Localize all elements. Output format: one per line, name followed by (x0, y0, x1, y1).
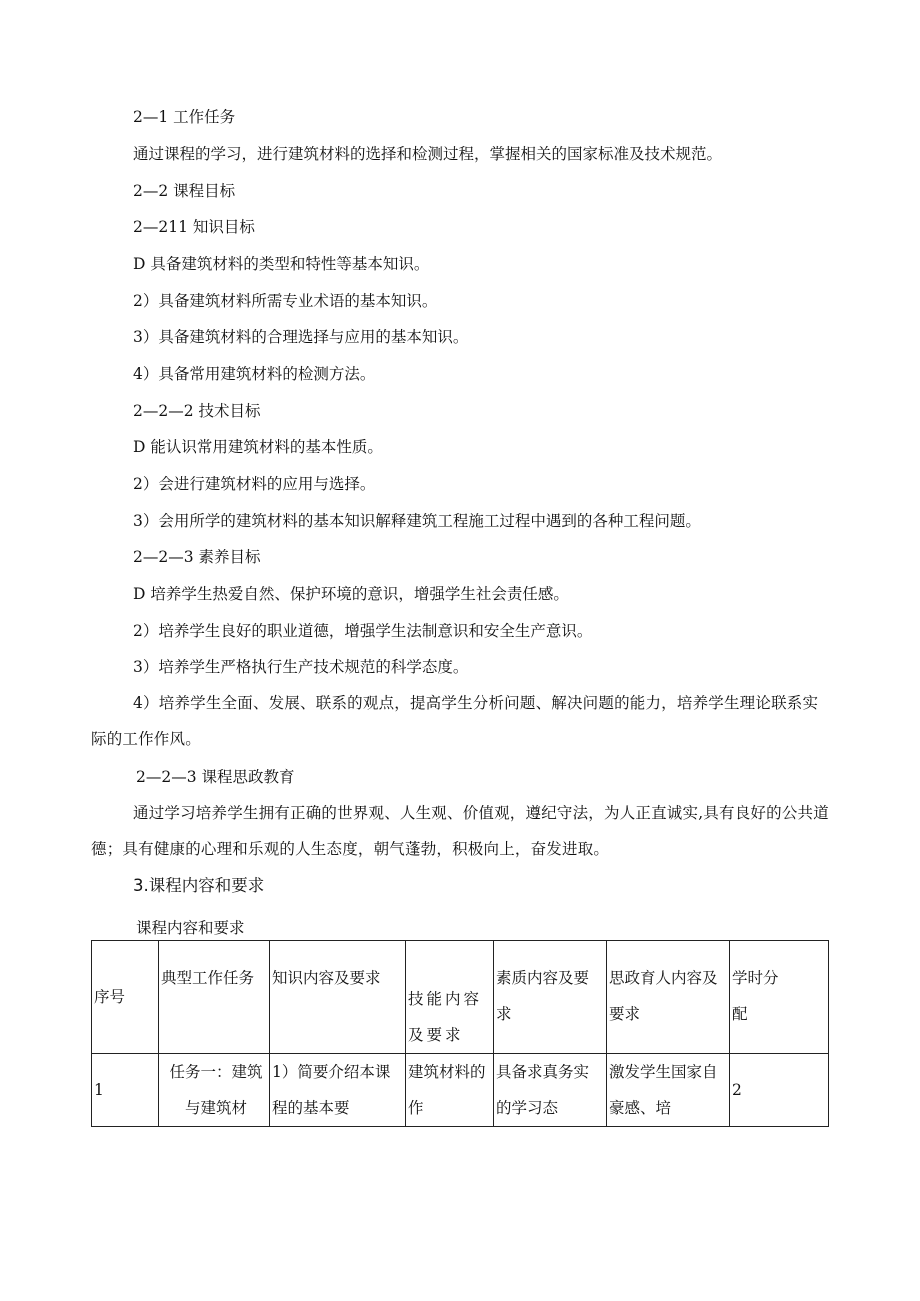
cell-quality: 具备求真务实的学习态 (494, 1054, 607, 1127)
subsection-heading-knowledge-goals: 2—211 知识目标 (133, 218, 255, 236)
list-item: D 具备建筑材料的类型和特性等基本知识。 (133, 255, 430, 273)
header-cell-knowledge: 知识内容及要求 (270, 941, 406, 1054)
header-cell-skills: 技能内容及要求 (406, 941, 494, 1054)
header-cell-index: 序号 (92, 941, 159, 1054)
subsection-heading-technical-goals: 2—2—2 技术目标 (133, 402, 261, 420)
header-cell-quality: 素质内容及要求 (494, 941, 607, 1054)
subsection-heading-course-goals: 2—2 课程目标 (133, 182, 236, 200)
header-cell-hours: 学时分配 (730, 941, 829, 1054)
list-item: D 能认识常用建筑材料的基本性质。 (133, 438, 383, 456)
subsection-heading-work-task: 2—1 工作任务 (133, 108, 236, 126)
list-item: 3）会用所学的建筑材料的基本知识解释建筑工程施工过程中遇到的各种工程问题。 (133, 512, 701, 530)
list-item: 3）培养学生严格执行生产技术规范的科学态度。 (133, 658, 469, 676)
cell-skills: 建筑材料的作 (406, 1054, 494, 1127)
list-item: 2）培养学生良好的职业道德，增强学生法制意识和安全生产意识。 (133, 622, 593, 640)
list-item: 3）具备建筑材料的合理选择与应用的基本知识。 (133, 328, 469, 346)
subsection-heading-ideology: 2—2—3 课程思政教育 (136, 768, 295, 786)
subsection-heading-literacy-goals: 2—2—3 素养目标 (133, 548, 261, 566)
cell-index: 1 (92, 1054, 159, 1127)
course-content-table (91, 940, 829, 1127)
list-item: 2）具备建筑材料所需专业术语的基本知识。 (133, 292, 438, 310)
table-row (92, 1054, 829, 1127)
list-item-wrapped: 4）培养学生全面、发展、联系的观点，提高学生分析问题、解决问题的能力，培养学生理论联系实际的工作作风。 (91, 694, 819, 748)
body-line: 通过课程的学习，进行建筑材料的选择和检测过程，掌握相关的国家标准及技术规范。 (133, 145, 723, 163)
section-heading: 3.课程内容和要求 (133, 876, 265, 895)
header-cell-ideology: 思政育人内容及要求 (607, 941, 730, 1054)
cell-ideology: 激发学生国家自豪感、培 (607, 1054, 730, 1127)
list-item: D 培养学生热爱自然、保护环境的意识，增强学生社会责任感。 (133, 585, 569, 603)
header-cell-task: 典型工作任务 (159, 941, 270, 1054)
table-caption: 课程内容和要求 (136, 919, 245, 937)
list-item: 4）具备常用建筑材料的检测方法。 (133, 365, 376, 383)
cell-task: 任务一：建筑与建筑材 (159, 1054, 270, 1127)
cell-knowledge: 1）简要介绍本课程的基本要 (270, 1054, 406, 1127)
list-item: 2）会进行建筑材料的应用与选择。 (133, 475, 376, 493)
cell-hours: 2 (730, 1054, 829, 1127)
table-header-row (92, 941, 829, 1054)
ideology-paragraph: 通过学习培养学生拥有正确的世界观、人生观、价值观，遵纪守法，为人正直诚实,具有良好的公共道德；具有健康的心理和乐观的人生态度，朝气蓬勃，积极向上，奋发进取。 (91, 804, 829, 858)
